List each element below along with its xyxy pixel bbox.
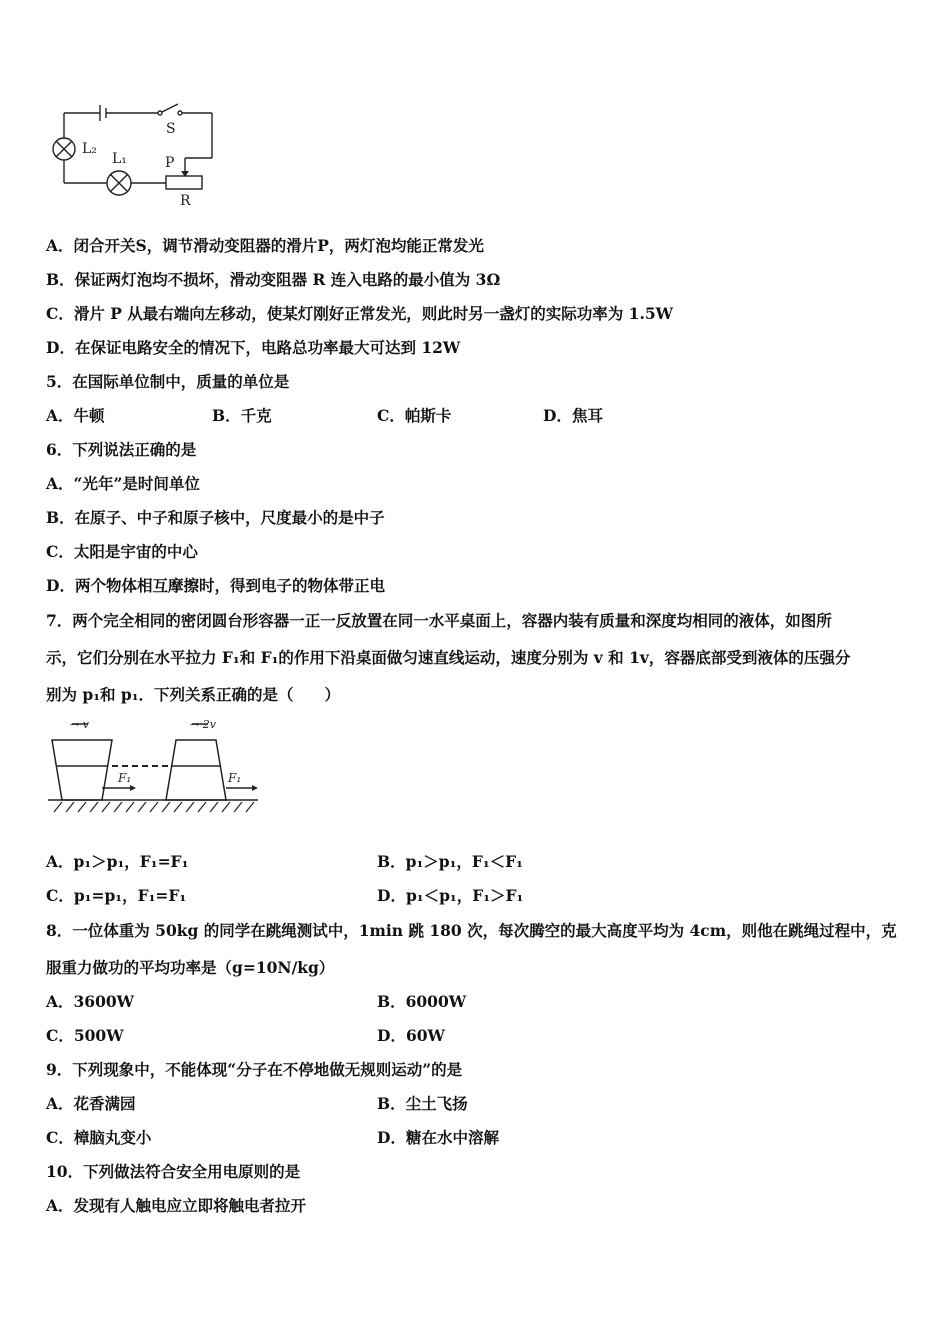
q9-stem: 9．下列现象中，不能体现“分子在不停地做无规则运动”的是 [46,1060,463,1079]
label-L2: L₂ [82,141,97,157]
circuit-diagram [40,95,230,210]
q5-option-a: A．牛顿 [46,406,105,425]
force-f1-left: F₁ [118,771,132,785]
q9-option-d: D．糖在水中溶解 [377,1128,499,1147]
label-L1: L₁ [112,151,127,167]
q7-option-d: D．p₁＜p₁，F₁＞F₁ [377,886,524,905]
force-f1-right: F₁ [228,771,242,785]
q6-option-d: D．两个物体相互摩擦时，得到电子的物体带正电 [46,576,385,595]
q10-option-a: A．发现有人触电应立即将触电者拉开 [46,1196,307,1215]
q4-option-b: B．保证两灯泡均不损坏，滑动变阻器 R 连入电路的最小值为 3Ω [46,270,501,289]
label-S: S [166,121,176,137]
q4-option-a: A．闭合开关S，调节滑动变阻器的滑片P，两灯泡均能正常发光 [46,236,484,255]
q7-option-a: A．p₁＞p₁，F₁=F₁ [46,852,189,871]
label-P: P [165,155,175,171]
q8-option-b: B．6000W [377,992,467,1011]
q6-option-b: B．在原子、中子和原子核中，尺度最小的是中子 [46,508,385,527]
containers-figure [44,716,266,818]
q6-option-a: A．“光年”是时间单位 [46,474,200,493]
q8-option-d: D．60W [377,1026,445,1045]
q5-option-c: C．帕斯卡 [377,406,452,425]
q6-stem: 6．下列说法正确的是 [46,440,197,459]
q7-option-c: C．p₁=p₁，F₁=F₁ [46,886,187,905]
q4-option-d: D．在保证电路安全的情况下，电路总功率最大可达到 12W [46,338,461,357]
q7-stem-line1: 7．两个完全相同的密闭圆台形容器一正一反放置在同一水平桌面上，容器内装有质量和深度均相同的液体，如图所 [46,611,832,630]
q5-option-b: B．千克 [212,406,272,425]
q5-stem: 5．在国际单位制中，质量的单位是 [46,372,290,391]
q7-stem-line3: 别为 p₁和 p₁．下列关系正确的是（ ） [46,685,341,704]
q6-option-c: C．太阳是宇宙的中心 [46,542,198,561]
q4-option-c: C．滑片 P 从最右端向左移动，使某灯刚好正常发光，则此时另一盏灯的实际功率为 1.5W [46,304,674,323]
q7-stem-line2: 示，它们分别在水平拉力 F₁和 F₁的作用下沿桌面做匀速直线运动，速度分别为 v 和 1v，容器底部受到液体的压强分 [46,648,851,667]
q5-option-d: D．焦耳 [543,406,603,425]
q8-option-a: A．3600W [46,992,135,1011]
q8-stem-line1: 8．一位体重为 50kg 的同学在跳绳测试中，1min 跳 180 次，每次腾空的最大高度平均为 4cm，则他在跳绳过程中，克 [46,921,897,940]
q8-stem-line2: 服重力做功的平均功率是（g=10N/kg） [46,958,335,977]
q10-stem: 10．下列做法符合安全用电原则的是 [46,1162,301,1181]
velocity-2v: → 2v [190,718,216,731]
q9-option-b: B．尘土飞扬 [377,1094,468,1113]
q8-option-c: C．500W [46,1026,124,1045]
q9-option-a: A．花香满园 [46,1094,136,1113]
q7-option-b: B．p₁＞p₁，F₁＜F₁ [377,852,523,871]
velocity-v: → v [70,718,89,731]
label-R: R [180,193,191,209]
q9-option-c: C．樟脑丸变小 [46,1128,152,1147]
